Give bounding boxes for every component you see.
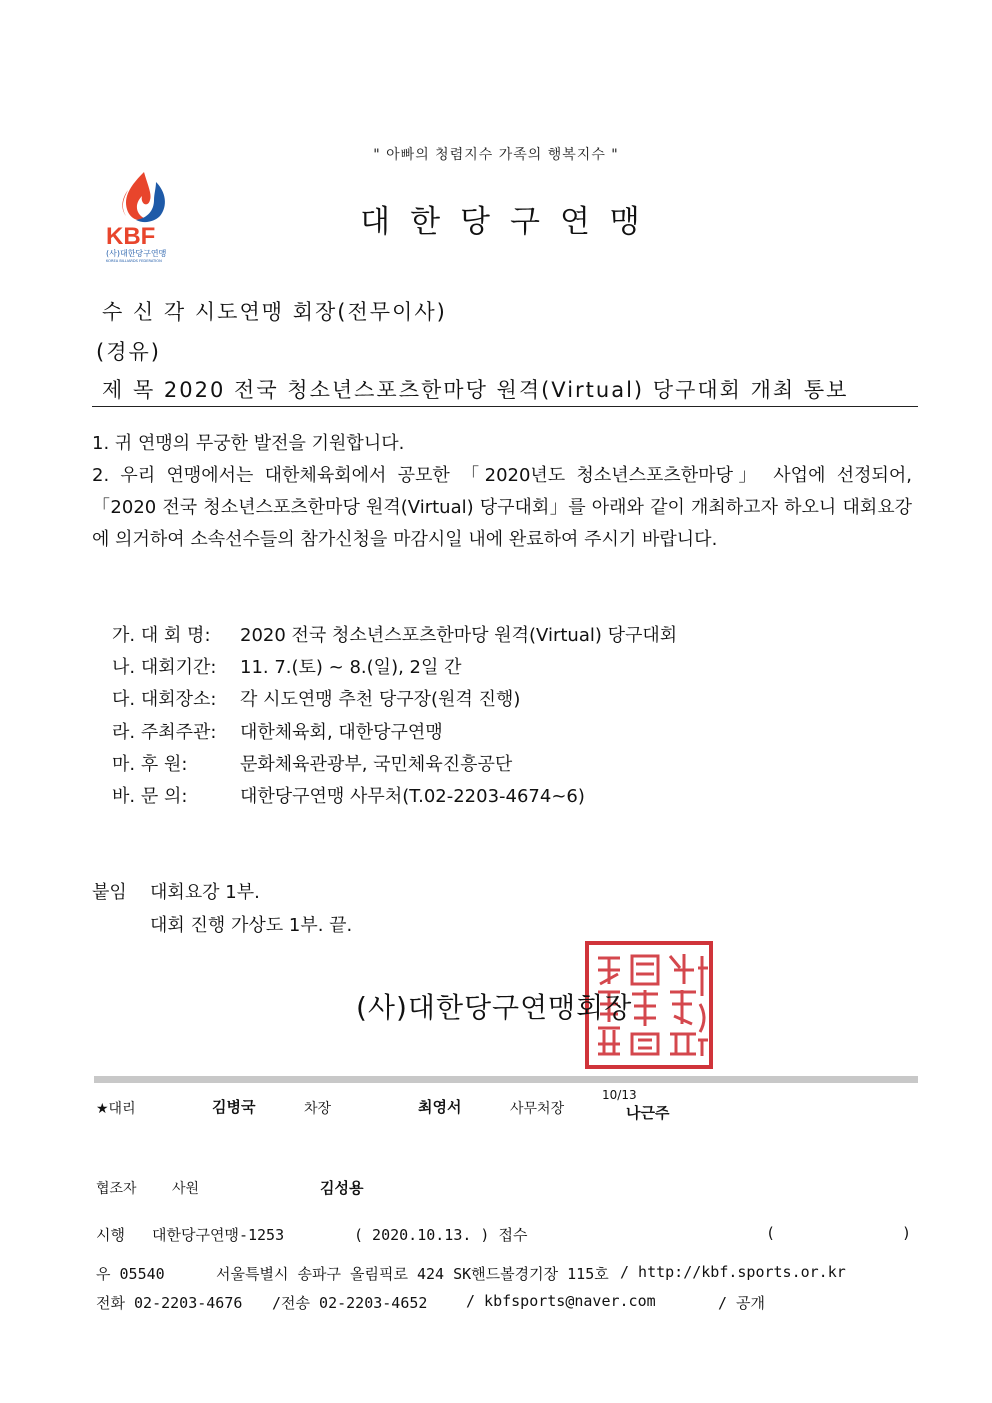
attachment-section xyxy=(92,876,352,942)
approval-name-2: 최영서 xyxy=(418,1098,462,1116)
approval-role-3: 사무처장 xyxy=(510,1101,565,1117)
fax-number: /전송 02-2203-4652 xyxy=(272,1294,428,1312)
approval-name-3: 나근주 xyxy=(626,1104,670,1122)
website-link[interactable]: / http://kbf.sports.or.kr xyxy=(620,1263,846,1281)
phone-number: 전화 02-2203-4676 xyxy=(96,1294,243,1312)
event-details-list xyxy=(112,620,677,813)
detail-value: 대한체육회, 대한당구연맹 xyxy=(240,721,443,743)
body-paragraph-1: 1. 귀 연맹의 무궁한 발전을 기원합니다. xyxy=(92,433,405,454)
detail-value: 문화체육관광부, 국민체육진흥공단 xyxy=(240,753,513,775)
detail-label: 다. 대회장소: xyxy=(112,689,217,711)
detail-label: 라. 주최주관: xyxy=(112,721,217,743)
detail-value: 11. 7.(토) ~ 8.(일), 2일 간 xyxy=(240,657,462,679)
detail-label: 가. 대 회 명: xyxy=(112,625,211,646)
approval-divider xyxy=(94,1076,918,1083)
detail-item-name xyxy=(112,620,677,652)
cooperator-name: 김성용 xyxy=(320,1179,364,1197)
signer-title: (사)대한당구연맹회장 xyxy=(356,991,633,1024)
detail-value: 각 시도연맹 추천 당구장(원격 진행) xyxy=(240,689,521,711)
postal-code: 우 05540 xyxy=(96,1265,165,1283)
detail-item-host xyxy=(112,717,677,749)
detail-label: 나. 대회기간: xyxy=(112,657,217,679)
address: 서울특별시 송파구 올림픽로 424 SK핸드볼경기장 115호 xyxy=(216,1265,609,1283)
recipient-line: 수 신 각 시도연맹 회장(전무이사) xyxy=(102,300,447,324)
detail-label: 바. 문 의: xyxy=(112,786,188,808)
logo-subtext-en: KOREA BILLIARDS FEDERATION xyxy=(106,259,162,263)
body-paragraph-2: 2. 우리 연맹에서는 대한체육회에서 공모한 「2020년도 청소년스포츠한마당」 사업에 선정되어, 「2020 전국 청소년스포츠한마당 원격(Virtual) 당구대회」를 아래와 같이 개최하고자 하오니 대회요강에 의거하여 소속선수들의 참가신청을 마감시일 내에 완료하여 주시기 바랍니다. xyxy=(92,465,912,550)
via-line: (경유) xyxy=(96,340,161,364)
cooperator-label: 협조자 xyxy=(96,1181,137,1197)
approval-role-1: ★대리 xyxy=(96,1101,136,1117)
approval-role-2: 차장 xyxy=(304,1101,332,1117)
attachment-line-2: 대회 진행 가상도 1부. 끝. xyxy=(150,915,353,936)
receipt-close-paren: ) xyxy=(902,1224,912,1242)
kbf-flame-logo-icon xyxy=(104,168,184,264)
subject-divider xyxy=(92,406,918,407)
detail-item-venue xyxy=(112,684,677,716)
email-link[interactable]: / kbfsports@naver.com xyxy=(466,1292,656,1310)
execution-date: ( 2020.10.13. ) 접수 xyxy=(354,1226,528,1244)
attachment-label: 붙임 xyxy=(92,882,127,903)
execution-label: 시행 xyxy=(96,1226,125,1244)
attachment-line-1: 대회요강 1부. xyxy=(150,882,260,903)
motto: " 아빠의 청렴지수 가족의 행복지수 " xyxy=(373,147,619,163)
subject-line: 제 목 2020 전국 청소년스포츠한마당 원격(Virtual) 당구대회 개최 통보 xyxy=(102,378,849,402)
detail-value: 2020 전국 청소년스포츠한마당 원격(Virtual) 당구대회 xyxy=(240,625,678,646)
approval-name-1: 김병국 xyxy=(212,1098,256,1116)
detail-label: 마. 후 원: xyxy=(112,753,188,775)
receipt-open-paren: ( xyxy=(766,1224,776,1242)
execution-number: 대한당구연맹-1253 xyxy=(152,1226,285,1244)
detail-item-contact xyxy=(112,781,677,813)
detail-item-period xyxy=(112,652,677,684)
logo-subtext: (사)대한당구연맹 xyxy=(106,249,167,258)
cooperator-role: 사원 xyxy=(172,1181,200,1197)
detail-value: 대한당구연맹 사무처(T.02-2203-4674~6) xyxy=(240,786,585,808)
organization-title: 대한당구연맹 xyxy=(360,204,660,240)
approval-date-3: 10/13 xyxy=(602,1088,637,1102)
disclosure-status: / 공개 xyxy=(718,1294,766,1312)
detail-item-sponsor xyxy=(112,749,677,781)
logo-text: KBF xyxy=(106,223,156,250)
